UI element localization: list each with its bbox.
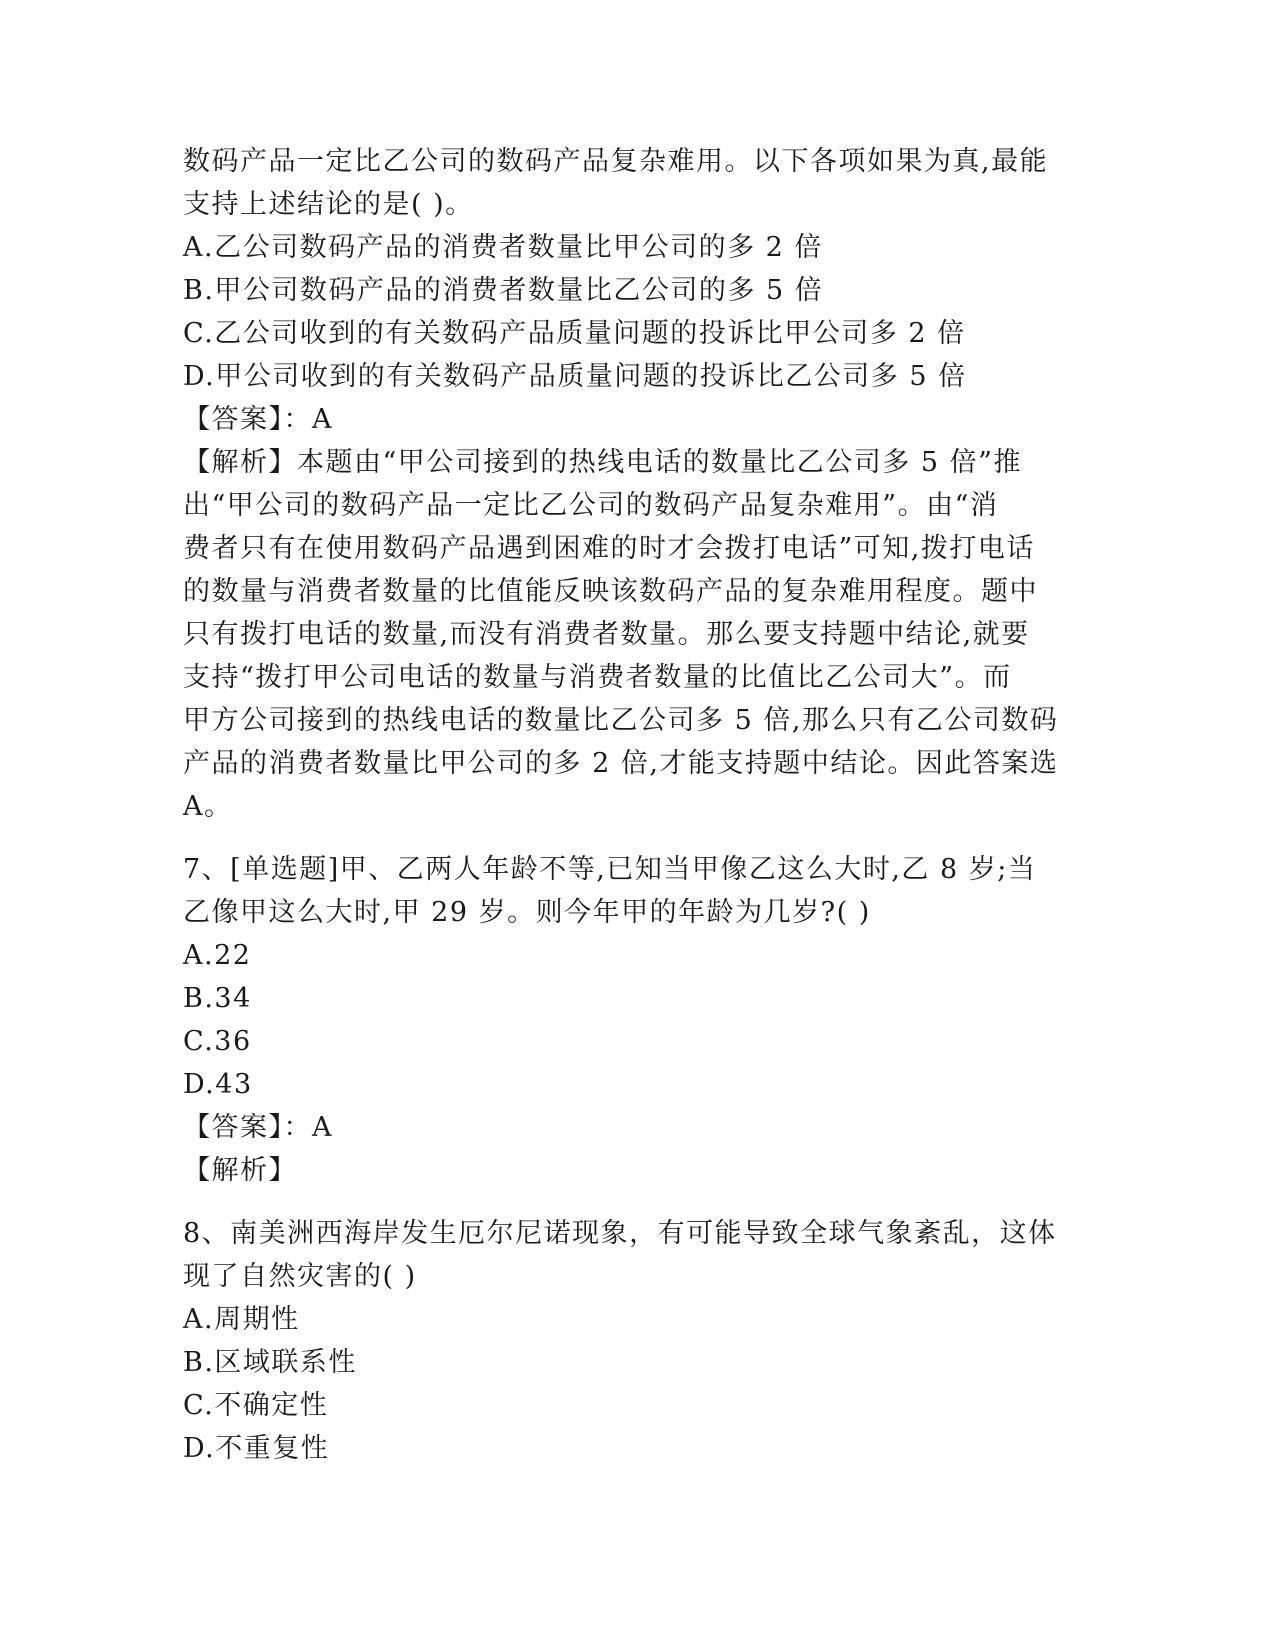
analysis-line: 【解析】本题由“甲公司接到的热线电话的数量比乙公司多 5 倍”推 — [183, 447, 1022, 478]
answer-line: 【答案】：A — [183, 404, 333, 435]
question-7 — [183, 848, 1083, 1192]
option-a: A.22 — [183, 940, 252, 971]
option-b: B.34 — [183, 983, 252, 1014]
analysis-line: 出“甲公司的数码产品一定比乙公司的数码产品复杂难用”。由“消 — [183, 490, 999, 521]
option-c: C.不确定性 — [183, 1390, 329, 1421]
option-d: D.43 — [183, 1069, 253, 1100]
option-d: D.不重复性 — [183, 1433, 330, 1464]
question-spacer — [183, 1192, 1083, 1212]
analysis-line: 甲方公司接到的热线电话的数量比乙公司多 5 倍,那么只有乙公司数码 — [183, 705, 1059, 736]
option-b: B.甲公司数码产品的消费者数量比乙公司的多 5 倍 — [183, 275, 824, 306]
option-c: C.36 — [183, 1026, 252, 1057]
option-b: B.区域联系性 — [183, 1347, 357, 1378]
question-stem-line: 数码产品一定比乙公司的数码产品复杂难用。以下各项如果为真,最能 — [183, 146, 1049, 177]
question-spacer — [183, 828, 1083, 848]
question-stem-line: 8、南美洲西海岸发生厄尔尼诺现象，有可能导致全球气象紊乱，这体 — [183, 1218, 1057, 1249]
question-stem-line: 7、[单选题]甲、乙两人年龄不等,已知当甲像乙这么大时,乙 8 岁;当 — [183, 854, 1037, 885]
question-stem-line: 支持上述结论的是( )。 — [183, 189, 474, 220]
analysis-line: 产品的消费者数量比甲公司的多 2 倍,才能支持题中结论。因此答案选 — [183, 748, 1059, 779]
option-d: D.甲公司收到的有关数码产品质量问题的投诉比乙公司多 5 倍 — [183, 361, 967, 392]
question-stem-line: 现了自然灾害的( ) — [183, 1261, 417, 1292]
analysis-line: 支持“拨打甲公司电话的数量与消费者数量的比值比乙公司大”。而 — [183, 662, 1012, 693]
document-page — [183, 140, 1083, 1470]
question-stem-line: 乙像甲这么大时,甲 29 岁。则今年甲的年龄为几岁?( ) — [183, 897, 871, 928]
question-6 — [183, 140, 1083, 828]
question-8 — [183, 1212, 1083, 1470]
analysis-line: A。 — [183, 791, 233, 822]
analysis-line: 只有拨打电话的数量,而没有消费者数量。那么要支持题中结论,就要 — [183, 619, 1030, 650]
option-c: C.乙公司收到的有关数码产品质量问题的投诉比甲公司多 2 倍 — [183, 318, 966, 349]
option-a: A.乙公司数码产品的消费者数量比甲公司的多 2 倍 — [183, 232, 823, 263]
analysis-line: 的数量与消费者数量的比值能反映该数码产品的复杂难用程度。题中 — [183, 576, 1038, 607]
analysis-line: 【解析】 — [183, 1155, 297, 1186]
analysis-line: 费者只有在使用数码产品遇到困难的时才会拨打电话”可知,拨打电话 — [183, 533, 1035, 564]
answer-line: 【答案】：A — [183, 1112, 333, 1143]
option-a: A.周期性 — [183, 1304, 300, 1335]
